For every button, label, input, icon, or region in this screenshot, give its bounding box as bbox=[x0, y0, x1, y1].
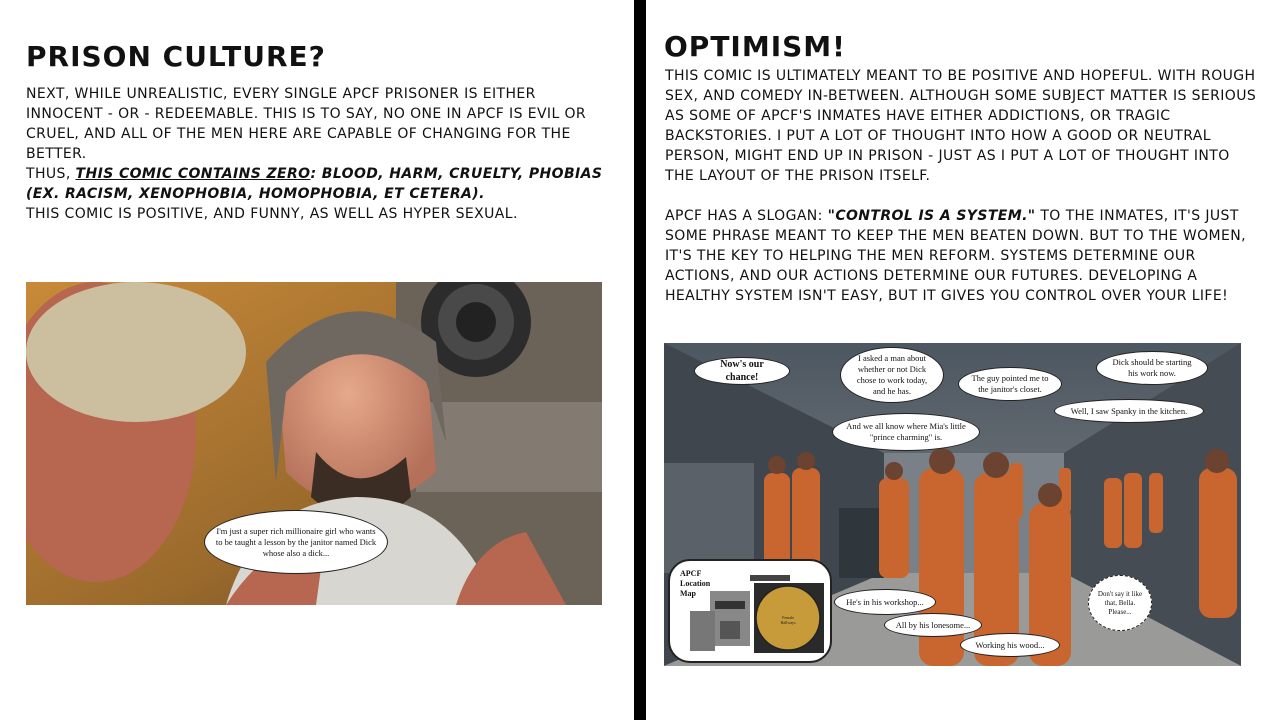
right-paragraph-1: THIS COMIC IS ULTIMATELY MEANT TO BE POSITIVE AND HOPEFUL. WITH ROUGH SEX, AND COMEDY IN-BETWEEN. ALTHOUGH SOME SUBJECT MATTER IS SERIOUS AS SOME OF APCF'S INMATES HAVE EITHER ADDICTIONS, OR TRAGIC BACKSTORIES. I PUT A LOT OF THOUGHT INTO HOW A GOOD OR NEUTRAL PERSON, MIGHT END UP IN PRISON - JUST AS I PUT A LOT OF THOUGHT INTO THE LAYOUT OF THE PRISON ITSELF. bbox=[665, 68, 1257, 184]
left-paragraph-2 bbox=[26, 164, 616, 224]
map-label: APCF Location Map bbox=[680, 569, 711, 598]
para2-suffix: THIS COMIC IS POSITIVE, AND FUNNY, AS WELL AS HYPER SEXUAL. bbox=[26, 206, 518, 222]
right-column bbox=[646, 0, 1280, 720]
comic-panel-left bbox=[26, 282, 602, 605]
para2-prefix: THUS, bbox=[26, 166, 76, 182]
bubble-dont: Don't say it like that, Bella. Please... bbox=[1088, 575, 1152, 631]
right-paragraph-2 bbox=[665, 206, 1261, 306]
bubble-workshop: He's in his workshop... bbox=[834, 589, 936, 615]
map-hall-label: Female Hallways bbox=[780, 615, 796, 625]
left-heading: PRISON CULTURE? bbox=[26, 40, 326, 73]
bubble-mia: And we all know where Mia's little "prince charming" is. bbox=[832, 413, 980, 451]
bubble-asked: I asked a man about whether or not Dick chose to work today, and he has. bbox=[840, 347, 944, 403]
bubble-chance: Now's our chance! bbox=[694, 357, 790, 385]
left-paragraph-1: NEXT, WHILE UNREALISTIC, EVERY SINGLE APCF PRISONER IS EITHER INNOCENT - OR - REDEEMABLE. THIS IS TO SAY, NO ONE IN APCF IS EVIL OR CRUEL, AND ALL OF THE MEN HERE ARE CAPABLE OF CHANGING FOR THE BETTER. bbox=[26, 86, 587, 162]
comic-panel-right bbox=[664, 343, 1241, 666]
map-drawing bbox=[670, 561, 830, 661]
right-heading: OPTIMISM! bbox=[664, 30, 846, 63]
para2-bold: : BLOOD, HARM, CRUELTY, PHOBIAS (EX. RACISM, XENOPHOBIA, HOMOPHOBIA, ET CETERA). bbox=[26, 166, 603, 202]
center-divider bbox=[634, 0, 646, 720]
bubble-lonesome: All by his lonesome... bbox=[884, 613, 982, 637]
slogan-prefix: APCF HAS A SLOGAN: bbox=[665, 208, 828, 224]
bubble-pointed: The guy pointed me to the janitor's closet. bbox=[958, 367, 1062, 401]
bubble-wood: Working his wood... bbox=[960, 633, 1060, 657]
slogan-suffix: TO THE INMATES, IT'S JUST SOME PHRASE MEANT TO KEEP THE MEN BEATEN DOWN. BUT TO THE WOMEN, IT'S THE KEY TO HELPING THE MEN REFORM. SYSTEMS DETERMINE OUR ACTIONS, AND OUR ACTIONS DETERMINE OUR FUTURES. DEVELOPING A HEALTHY SYSTEM ISN'T EASY, BUT IT GIVES YOU CONTROL OVER YOUR LIFE! bbox=[665, 208, 1246, 304]
bubble-should: Dick should be starting his work now. bbox=[1096, 351, 1208, 385]
left-column bbox=[0, 0, 634, 720]
speech-bubble-rich-girl: I'm just a super rich millionaire girl who wants to be taught a lesson by the janitor named Dick whose also a dick... bbox=[204, 510, 388, 574]
para2-emphasis: THIS COMIC CONTAINS ZERO bbox=[75, 166, 311, 182]
bubble-spanky: Well, I saw Spanky in the kitchen. bbox=[1054, 399, 1204, 423]
location-map bbox=[668, 559, 832, 663]
slogan-bold: "CONTROL IS A SYSTEM." bbox=[827, 208, 1036, 224]
